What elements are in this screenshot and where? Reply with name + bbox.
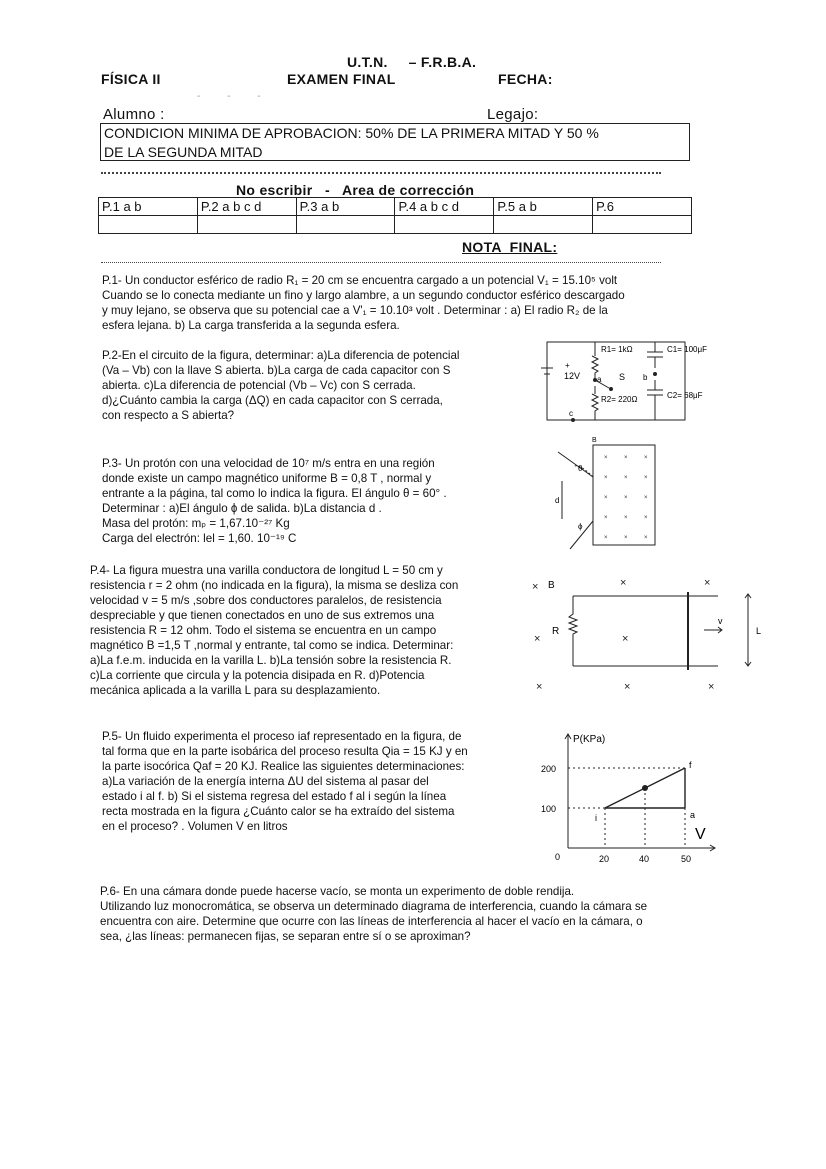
svg-text:×: × bbox=[624, 455, 628, 461]
faculty: – F.R.B.A. bbox=[408, 54, 477, 70]
point-f: f bbox=[689, 760, 692, 770]
p4-line: magnético B =1,5 T ,normal y entrante, tal como se indica. Determinar: bbox=[90, 639, 454, 652]
r2-label: R2= 220Ω bbox=[601, 395, 638, 404]
svg-text:×: × bbox=[620, 577, 627, 589]
circuit-diagram bbox=[535, 330, 707, 430]
grid-header-p4: P.4 a b c d bbox=[395, 198, 494, 216]
p1-line-2: Cuando se lo conecta mediante un fino y largo alambre, a un segundo conductor esférico descargado bbox=[102, 289, 625, 302]
svg-text:×: × bbox=[624, 515, 628, 521]
xtick-50: 50 bbox=[681, 854, 692, 864]
node-b-label: b bbox=[643, 373, 648, 382]
l-label: L bbox=[756, 626, 762, 636]
p4-line: velocidad v = 5 m/s ,sobre dos conductores paralelos, de resistencia bbox=[90, 594, 442, 607]
problem-5 bbox=[102, 729, 520, 834]
p5-line: a)La variación de la energía interna ΔU del sistema al pasar del bbox=[102, 775, 429, 788]
d-label: d bbox=[555, 496, 560, 505]
grid-header-p5: P.5 a b bbox=[494, 198, 593, 216]
node-c-label: c bbox=[569, 409, 573, 418]
svg-text:×: × bbox=[604, 515, 608, 521]
switch-label: S bbox=[619, 372, 626, 382]
p4-line: mecánica aplicada a la varilla L para su desplazamiento. bbox=[90, 684, 381, 697]
svg-text:×: × bbox=[644, 535, 648, 541]
p3-line-3: entrante a la página, tal como lo indica la figura. El ángulo θ = 60° . bbox=[102, 487, 447, 500]
c2-label: C2= 68μF bbox=[667, 391, 703, 400]
correction-grid bbox=[98, 197, 692, 234]
svg-text:×: × bbox=[644, 455, 648, 461]
p5-line: P.5- Un fluido experimenta el proceso iaf representado en la figura, de bbox=[102, 730, 462, 743]
grid-header-p1: P.1 a b bbox=[99, 198, 198, 216]
svg-text:×: × bbox=[704, 577, 711, 589]
problem-2 bbox=[102, 348, 522, 423]
exam-title: EXAMEN FINAL bbox=[287, 71, 396, 87]
point-i: i bbox=[595, 813, 597, 823]
field-crosses bbox=[604, 455, 648, 541]
p4-line: resistencia R = 12 ohm. Todo el sistema se encuentra en un campo bbox=[90, 624, 437, 637]
node-a-label: a bbox=[597, 375, 602, 384]
p2-line-1: P.2-En el circuito de la figura, determinar: a)La diferencia de potencial bbox=[102, 349, 460, 362]
svg-text:×: × bbox=[624, 535, 628, 541]
p1-line-4: esfera lejana. b) La carga transferida a la segunda esfera. bbox=[102, 319, 400, 332]
p4-line: a)La f.e.m. inducida en la varilla L. b)La tensión sobre la resistencia R. bbox=[90, 654, 452, 667]
p2-line-5: con respecto a S abierta? bbox=[102, 409, 235, 422]
v-label: v bbox=[718, 616, 723, 626]
p3-line-2: donde existe un campo magnético uniforme B = 0,8 T , normal y bbox=[102, 472, 432, 485]
final-grade-label: NOTA FINAL: bbox=[462, 239, 558, 255]
svg-text:×: × bbox=[644, 475, 648, 481]
p4-line: P.4- La figura muestra una varilla conductora de longitud L = 50 cm y bbox=[90, 564, 443, 577]
p3-line-6: Carga del electrón: lel = 1,60. 10⁻¹⁹ C bbox=[102, 532, 297, 545]
xtick-40: 40 bbox=[639, 854, 650, 864]
svg-text:×: × bbox=[536, 681, 543, 693]
p6-line-1: P.6- En una cámara donde puede hacerse vacío, se monta un experimento de doble rendija. bbox=[100, 885, 575, 898]
p6-line-4: sea, ¿las líneas: permanecen fijas, se separan entre sí o se aproximan? bbox=[100, 930, 471, 943]
p3-line-1: P.3- Un protón con una velocidad de 10⁷ m/s entra en una región bbox=[102, 457, 435, 470]
p1-line-1: P.1- Un conductor esférico de radio R₁ = 20 cm se encuentra cargado a un potencial V₁ = 15.10⁵ volt bbox=[102, 274, 618, 287]
condition-line-1: CONDICION MINIMA DE APROBACION: 50% DE LA PRIMERA MITAD Y 50 % bbox=[104, 125, 599, 141]
grid-cell[interactable] bbox=[494, 216, 593, 234]
grid-cell[interactable] bbox=[197, 216, 296, 234]
svg-text:×: × bbox=[624, 475, 628, 481]
r-label-rod: R bbox=[552, 626, 560, 637]
rod-diagram bbox=[528, 572, 774, 698]
p5-line: estado i al f. b) Si el sistema regresa del estado f al i según la línea bbox=[102, 790, 447, 803]
p1-line-3: y muy lejano, se observa que su potencial cae a V'₁ = 10.10³ volt . Determinar : a) El radio R₂ de la bbox=[102, 304, 608, 317]
p4-line: despreciable y que tienen conectados en uno de sus extremos una bbox=[90, 609, 435, 622]
pv-ylabel: P(KPa) bbox=[573, 734, 606, 745]
proton-diagram bbox=[548, 437, 663, 555]
correction-title: No escribir - Area de corrección bbox=[236, 182, 475, 198]
b-label-rod: B bbox=[548, 580, 555, 591]
b-label-proton: B bbox=[592, 437, 597, 444]
svg-text:×: × bbox=[604, 535, 608, 541]
pv-xlabel: V bbox=[695, 826, 706, 843]
p4-line: resistencia r = 2 ohm (no indicada en la figura), la misma se desliza con bbox=[90, 579, 459, 592]
svg-text:×: × bbox=[604, 455, 608, 461]
date-label: FECHA: bbox=[498, 71, 553, 87]
p5-line: recta mostrada en la figura ¿Cuánto calor se ha extraído del sistema bbox=[102, 805, 455, 818]
xtick-20: 20 bbox=[599, 854, 610, 864]
condition-line-2: DE LA SEGUNDA MITAD bbox=[104, 144, 263, 160]
ytick-200: 200 bbox=[541, 764, 557, 774]
p5-line: en el proceso? . Volumen V en litros bbox=[102, 820, 288, 833]
grid-header-p6: P.6 bbox=[593, 198, 692, 216]
grid-cell[interactable] bbox=[99, 216, 198, 234]
svg-text:×: × bbox=[624, 681, 631, 693]
svg-text:×: × bbox=[604, 475, 608, 481]
problem-4 bbox=[90, 563, 520, 698]
student-label: Alumno : bbox=[103, 106, 165, 123]
svg-text:×: × bbox=[532, 581, 539, 593]
subject: FÍSICA II bbox=[101, 71, 161, 87]
problem-1 bbox=[102, 273, 706, 333]
p2-line-2: (Va – Vb) con la llave S abierta. b)La carga de cada capacitor con S bbox=[102, 364, 451, 377]
grid-cell[interactable] bbox=[296, 216, 395, 234]
svg-text:×: × bbox=[604, 495, 608, 501]
p4-line: c)La corriente que circula y la potencia disipada en R. d)Potencia bbox=[90, 669, 425, 682]
origin-label: 0 bbox=[555, 852, 561, 862]
grid-header-p3: P.3 a b bbox=[296, 198, 395, 216]
p5-line: tal forma que en la parte isobárica del proceso resulta Qia = 15 KJ y en bbox=[102, 745, 468, 758]
grid-header-p2: P.2 a b c d bbox=[197, 198, 296, 216]
p3-line-5: Masa del protón: mₚ = 1,67.10⁻²⁷ Kg bbox=[102, 517, 290, 530]
svg-text:×: × bbox=[644, 515, 648, 521]
p5-line: la parte isocórica Qaf = 20 KJ. Realice las siguientes determinaciones: bbox=[102, 760, 465, 773]
p3-line-4: Determinar : a)El ángulo ϕ de salida. b)La distancia d . bbox=[102, 502, 382, 515]
p2-line-4: d)¿Cuánto cambia la carga (ΔQ) en cada capacitor con S cerrada, bbox=[102, 394, 443, 407]
r1-label: R1= 1kΩ bbox=[601, 345, 633, 354]
legajo-label: Legajo: bbox=[487, 106, 539, 123]
p6-line-3: encuentra con aire. Determine que ocurre con las líneas de interferencia al hacer el vacío en la cámara, o bbox=[100, 915, 643, 928]
svg-text:×: × bbox=[644, 495, 648, 501]
grid-cell[interactable] bbox=[593, 216, 692, 234]
theta-label: θ bbox=[578, 464, 583, 473]
battery-label: 12V bbox=[564, 371, 581, 381]
svg-text:×: × bbox=[624, 495, 628, 501]
svg-text:×: × bbox=[708, 681, 715, 693]
svg-text:×: × bbox=[622, 633, 629, 645]
institution: U.T.N. bbox=[347, 54, 388, 70]
problem-6 bbox=[100, 884, 740, 944]
problem-3 bbox=[102, 456, 522, 546]
phi-label: ϕ bbox=[578, 522, 583, 531]
svg-text:×: × bbox=[534, 633, 541, 645]
point-a: a bbox=[690, 810, 696, 820]
condition-box bbox=[100, 123, 690, 161]
grid-cell[interactable] bbox=[395, 216, 494, 234]
battery-sign: + bbox=[565, 361, 570, 370]
p6-line-2: Utilizando luz monocromática, se observa un determinado diagrama de interferencia, cuando la cámara se bbox=[100, 900, 648, 913]
c1-label: C1= 100μF bbox=[667, 345, 707, 354]
pv-diagram bbox=[535, 728, 720, 868]
p2-line-3: abierta. c)La diferencia de potencial (Vb – Vc) con S cerrada. bbox=[102, 379, 416, 392]
ytick-100: 100 bbox=[541, 804, 557, 814]
